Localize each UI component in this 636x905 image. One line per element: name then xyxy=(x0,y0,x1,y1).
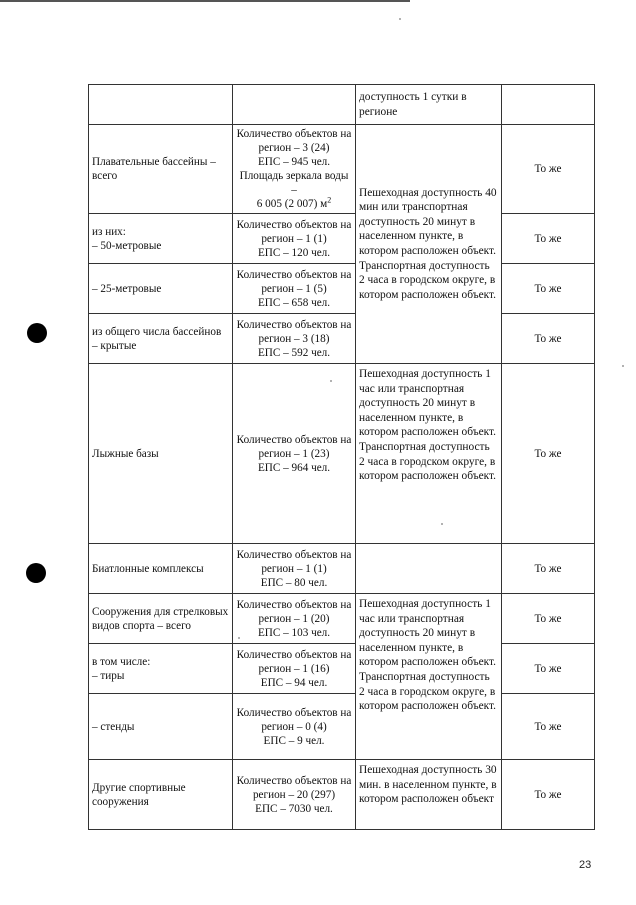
table-row xyxy=(89,594,595,644)
accessibility-cell: доступность 1 сутки в регионе xyxy=(356,85,502,125)
status-cell: То же xyxy=(502,544,595,594)
status-cell: То же xyxy=(502,125,595,214)
metrics-text: Количество объектов на регион – 3 (24) ЕПС – 945 чел. Площадь зеркала воды – 6 005 (2 007) м xyxy=(236,128,352,210)
facility-name: – 25-метровые xyxy=(89,264,233,314)
facility-name: Плавательные бассейны – всего xyxy=(89,125,233,214)
scan-speck xyxy=(622,365,624,367)
facilities-table xyxy=(88,84,595,830)
status-cell: То же xyxy=(502,694,595,760)
table-row xyxy=(89,694,595,760)
status-cell: То же xyxy=(502,644,595,694)
facility-name: – стенды xyxy=(89,694,233,760)
top-edge-rule xyxy=(0,0,410,2)
facility-metrics: Количество объектов на регион – 1 (5) ЕПС – 658 чел. xyxy=(233,264,356,314)
table-row xyxy=(89,125,595,214)
binder-hole xyxy=(26,563,46,583)
facility-metrics: Количество объектов на регион – 3 (18) ЕПС – 592 чел. xyxy=(233,314,356,364)
facility-metrics: Количество объектов на регион – 20 (297) ЕПС – 7030 чел. xyxy=(233,760,356,830)
empty-cell xyxy=(233,85,356,125)
empty-cell xyxy=(89,85,233,125)
facility-metrics: Количество объектов на регион – 1 (1) ЕПС – 120 чел. xyxy=(233,214,356,264)
table-row xyxy=(89,314,595,364)
facility-name: из них: – 50-метровые xyxy=(89,214,233,264)
facility-name: Другие спортивные сооружения xyxy=(89,760,233,830)
page-number: 23 xyxy=(579,859,592,871)
status-cell: То же xyxy=(502,760,595,830)
status-cell: То же xyxy=(502,594,595,644)
facility-metrics: Количество объектов на регион – 1 (1) ЕПС – 80 чел. xyxy=(233,544,356,594)
accessibility-cell: Пешеходная доступность 1 час или транспортная доступность 20 минут в населенном пункте, в котором расположен объект. Транспортная доступность 2 часа в городском округе, в котором расположен объект. xyxy=(356,594,502,760)
facility-metrics: Количество объектов на регион – 1 (16) ЕПС – 94 чел. xyxy=(233,644,356,694)
table-row xyxy=(89,214,595,264)
facility-name: из общего числа бассейнов – крытые xyxy=(89,314,233,364)
facility-metrics: Количество объектов на регион – 1 (23) ЕПС – 964 чел. xyxy=(233,364,356,544)
table-row xyxy=(89,760,595,830)
status-cell: То же xyxy=(502,264,595,314)
facility-metrics xyxy=(233,125,356,214)
status-cell: То же xyxy=(502,364,595,544)
status-cell: То же xyxy=(502,314,595,364)
unit-superscript: 2 xyxy=(327,195,332,205)
facility-metrics: Количество объектов на регион – 0 (4) ЕПС – 9 чел. xyxy=(233,694,356,760)
table-row xyxy=(89,364,595,544)
accessibility-cell: Пешеходная доступность 40 мин или транспортная доступность 20 минут в населенном пункте, в котором расположен объект. Транспортная доступность 2 часа в городском округе, в котором расположен объект. xyxy=(356,125,502,364)
table-row xyxy=(89,264,595,314)
accessibility-cell: Пешеходная доступность 30 мин. в населенном пункте, в котором расположен объект xyxy=(356,760,502,830)
facility-name: Биатлонные комплексы xyxy=(89,544,233,594)
empty-cell xyxy=(502,85,595,125)
table-row xyxy=(89,85,595,125)
binder-hole xyxy=(27,323,47,343)
accessibility-cell: Пешеходная доступность 1 час или транспортная доступность 20 минут в населенном пункте, в котором расположен объект. Транспортная доступность 2 часа в городском округе, в котором расположен объект. xyxy=(356,364,502,544)
table-row xyxy=(89,544,595,594)
facility-metrics: Количество объектов на регион – 1 (20) ЕПС – 103 чел. xyxy=(233,594,356,644)
table-row xyxy=(89,644,595,694)
empty-cell xyxy=(356,544,502,594)
facility-name: Сооружения для стрелковых видов спорта – всего xyxy=(89,594,233,644)
scan-speck xyxy=(399,18,401,20)
facility-name: в том числе: – тиры xyxy=(89,644,233,694)
status-cell: То же xyxy=(502,214,595,264)
facility-name: Лыжные базы xyxy=(89,364,233,544)
